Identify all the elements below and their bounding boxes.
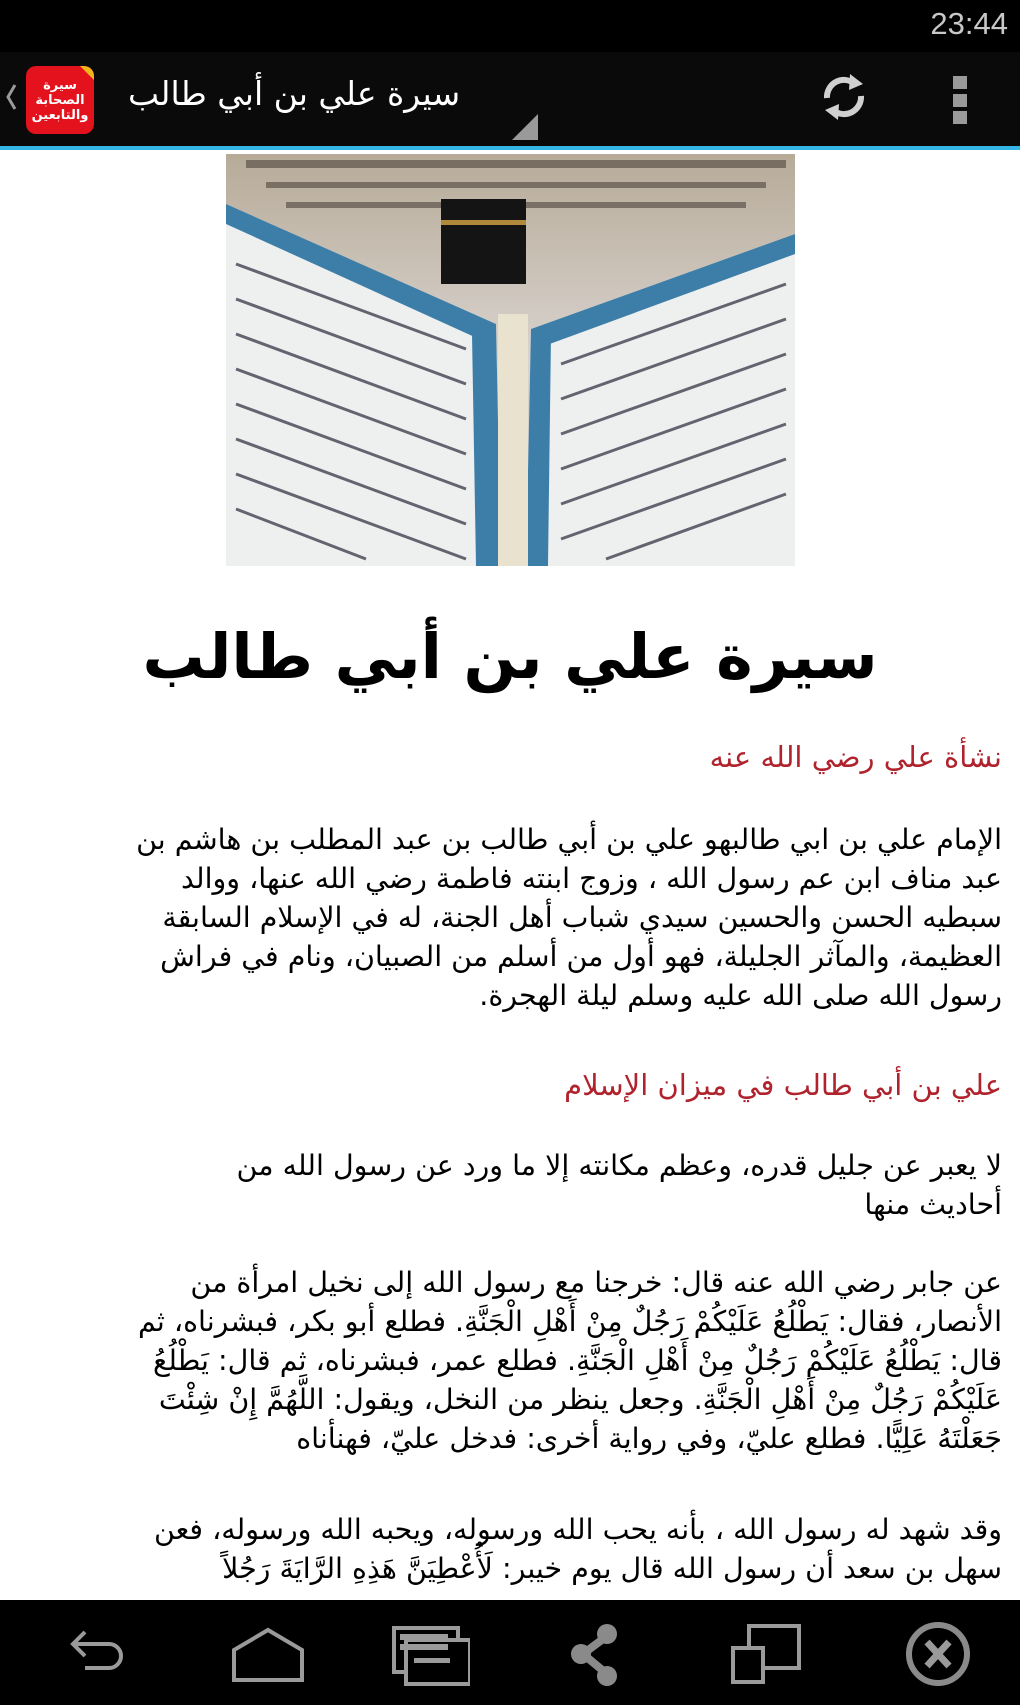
paragraph [18, 1510, 1002, 1588]
paragraph [18, 820, 1002, 1015]
article-title: سيرة علي بن أبي طالب [142, 620, 878, 693]
article-webview[interactable] [0, 150, 1020, 1600]
app-icon-line: الصحابة [35, 92, 85, 108]
clock: 23:44 [930, 6, 1008, 41]
paragraph-line: رسول الله صلى الله عليه وسلم ليلة الهجرة. [479, 979, 1002, 1012]
app-icon-line: سيرة [43, 77, 77, 93]
home-icon[interactable] [228, 1622, 308, 1686]
paragraph [18, 1263, 1002, 1458]
keyboard-icon[interactable] [390, 1622, 470, 1686]
action-bar-title[interactable]: سيرة علي بن أبي طالب [128, 74, 461, 113]
share-icon[interactable] [555, 1622, 635, 1686]
overflow-menu-icon[interactable] [953, 76, 969, 124]
paragraph-line: وقد شهد له رسول الله ، بأنه يحب الله ورسوله، ويحبه الله ورسوله، فعن [153, 1513, 1002, 1546]
paragraph-line: عبد مناف ابن عم رسول الله ، وزوج ابنته فاطمة رضي الله عنها، ووالد [180, 862, 1002, 895]
refresh-icon[interactable] [815, 68, 873, 126]
paragraph-line: عَلَيْكُمْ رَجُلٌ مِنْ أَهْلِ الْجَنَّةِ. وجعل ينظر من النخل، ويقول: اللَّهُمَّ إِنْ شِئْتَ [158, 1383, 1002, 1416]
paragraph-line: الإمام علي بن ابي طالبهو علي بن أبي طالب بن عبد المطلب بن هاشم بن [136, 823, 1002, 856]
paragraph-line: سبطيه الحسن والحسين سيدي شباب أهل الجنة، له في الإسلام السابقة [162, 901, 1002, 934]
paragraph-line: جَعَلْتَهُ عَلِيًّا. فطلع عليّ، وفي رواية أخرى: فدخل عليّ، فهنأناه [296, 1422, 1002, 1455]
app-icon[interactable] [26, 66, 94, 134]
paragraph-line: العظيمة، والمآثر الجليلة، فهو أول من أسلم من الصبيان، ونام في فراش [160, 940, 1002, 973]
overflow-dot [953, 111, 967, 124]
paragraph-line: قال: يَطْلُعُ عَلَيْكُمْ رَجُلٌ مِنْ أَهْلِ الْجَنَّةِ. فطلع عمر، فبشرناه، ثم قال: يَطْلُعُ [153, 1344, 1002, 1377]
overflow-dot [953, 94, 967, 107]
paragraph-line: لا يعبر عن جليل قدره، وعظم مكانته إلا ما ورد عن رسول الله من [236, 1149, 1002, 1182]
paragraph-line: عن جابر رضي الله عنه قال: خرجنا مع رسول الله إلى نخيل امرأة من [190, 1266, 1002, 1299]
app-icon-corner [80, 66, 94, 80]
back-icon[interactable] [55, 1622, 135, 1686]
action-bar [0, 52, 1020, 150]
app-icon-line: والتابعين [31, 107, 89, 123]
paragraph [18, 1146, 1002, 1224]
paragraph-line: الأنصار، فقال: يَطْلُعُ عَلَيْكُمْ رَجُلٌ مِنْ أَهْلِ الْجَنَّةِ. فطلع أبو بكر، فبشرناه، ثم [137, 1305, 1002, 1338]
close-circle-icon[interactable] [898, 1622, 978, 1686]
system-nav-bar [0, 1600, 1020, 1705]
paragraph-line: سهل بن سعد أن رسول الله قال يوم خيبر: لَأُعْطِيَنَّ هَذِهِ الرَّايَةَ رَجُلاً [222, 1552, 1002, 1585]
hero-image [226, 154, 795, 566]
section-heading: نشأة علي رضي الله عنه [709, 740, 1002, 774]
recent-apps-icon[interactable] [727, 1622, 807, 1686]
overflow-dot [953, 76, 967, 89]
chevron-left-icon[interactable] [4, 82, 18, 112]
status-bar [0, 0, 1020, 52]
dropdown-triangle-icon[interactable] [512, 114, 538, 140]
paragraph-line: أحاديث منها [864, 1188, 1002, 1221]
section-heading: علي بن أبي طالب في ميزان الإسلام [564, 1068, 1002, 1102]
